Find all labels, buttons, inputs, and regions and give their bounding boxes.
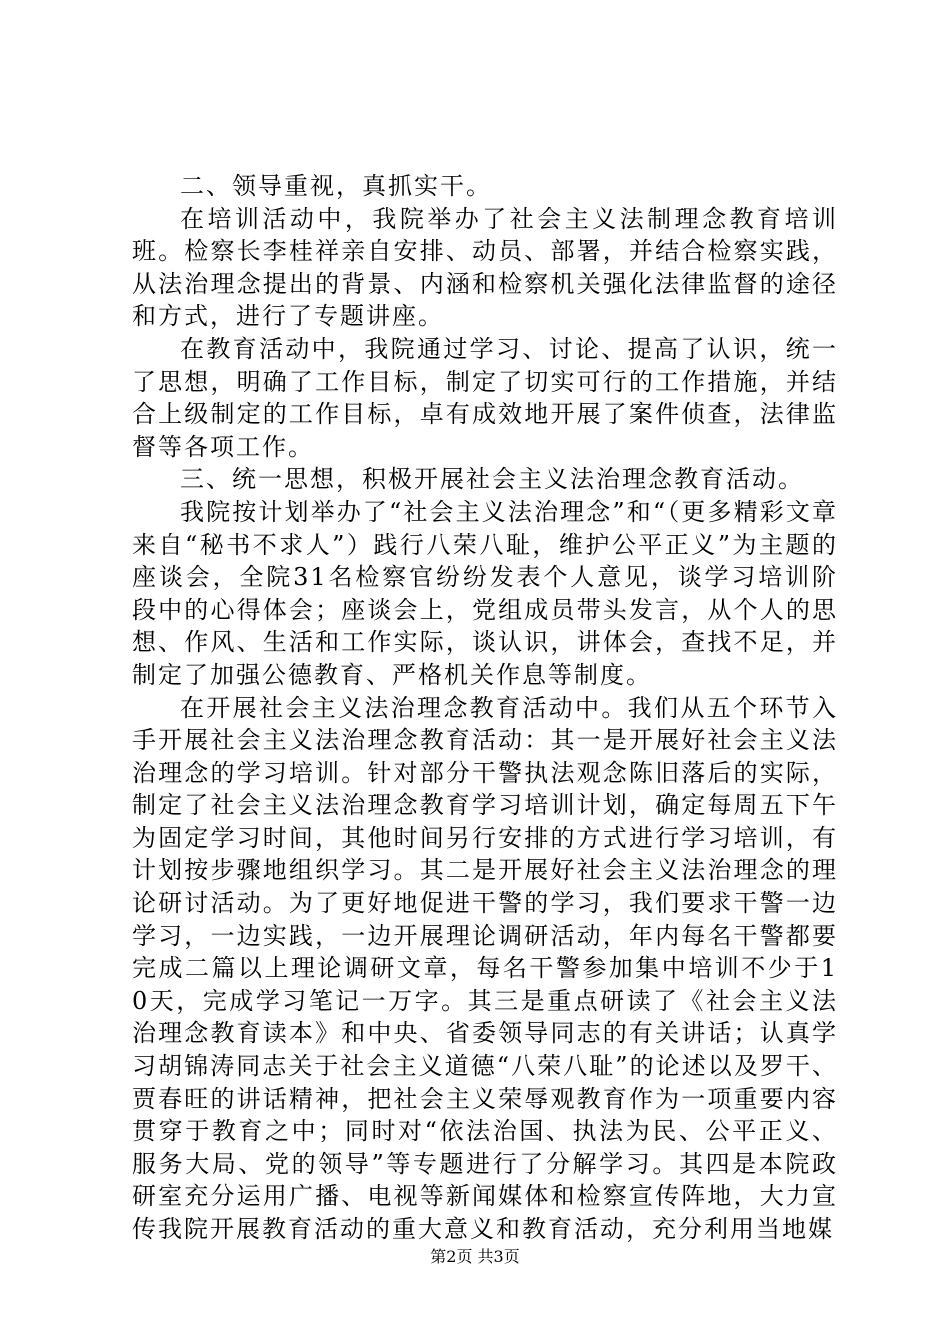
paragraph-heading-2: 二、领导重视，真抓实干。	[180, 172, 492, 200]
paragraph-training: 在培训活动中，我院举办了社会主义法制理念教育培训班。检察长李桂祥亲自安排、动员、部署，并结合检察实践，从法治理念提出的背景、内涵和检察机关强化法律监督的途径和方式，进行了专题讲座。	[132, 204, 838, 331]
paragraph-seminar: 我院按计划举办了“社会主义法治理念”和“（更多精彩文章来自“秘书不求人”）践行八荣八耻，维护公平正义”为主题的座谈会，全院31名检察官纷纷发表个人意见，谈学习培训阶段中的心得体会；座谈会上，党组成员带头发言，从个人的思想、作风、生活和工作实际，谈认识，讲体会，查找不足，并制定了加强公德教育、严格机关作息等制度。	[132, 497, 838, 689]
paragraph-education: 在教育活动中，我院通过学习、讨论、提高了认识，统一了思想，明确了工作目标，制定了切实可行的工作措施，并结合上级制定的工作目标，卓有成效地开展了案件侦查，法律监督等各项工作。	[132, 334, 838, 461]
paragraph-five-steps: 在开展社会主义法治理念教育活动中。我们从五个环节入手开展社会主义法治理念教育活动：其一是开展好社会主义法治理念的学习培训。针对部分干警执法观念陈旧落后的实际，制定了社会主义法治理念教育学习培训计划，确定每周五下午为固定学习时间，其他时间另行安排的方式进行学习培训，有计划按步骤地组织学习。其二是开展好社会主义法治理念的理论研讨活动。为了更好地促进干警的学习，我们要求干警一边学习，一边实践，一边开展理论调研活动，年内每名干警都要完成二篇以上理论调研文章，每名干警参加集中培训不少于10天，完成学习笔记一万字。其三是重点研读了《社会主义法治理念教育读本》和中央、省委领导同志的有关讲话；认真学习胡锦涛同志关于社会主义道德“八荣八耻”的论述以及罗干、贾春旺的讲话精神，把社会主义荣辱观教育作为一项重要内容贯穿于教育之中；同时对“依法治国、执法为民、公平正义、服务大局、党的领导”等专题进行了分解学习。其四是本院政研室充分运用广播、电视等新闻媒体和检察宣传阵地，大力宣传我院开展教育活动的重大意义和教育活动，充分利用当地媒	[132, 693, 838, 1243]
page-footer: 第2页 共3页	[430, 1247, 520, 1266]
document-body	[132, 170, 838, 1246]
paragraph-heading-3: 三、统一思想，积极开展社会主义法治理念教育活动。	[180, 465, 804, 494]
